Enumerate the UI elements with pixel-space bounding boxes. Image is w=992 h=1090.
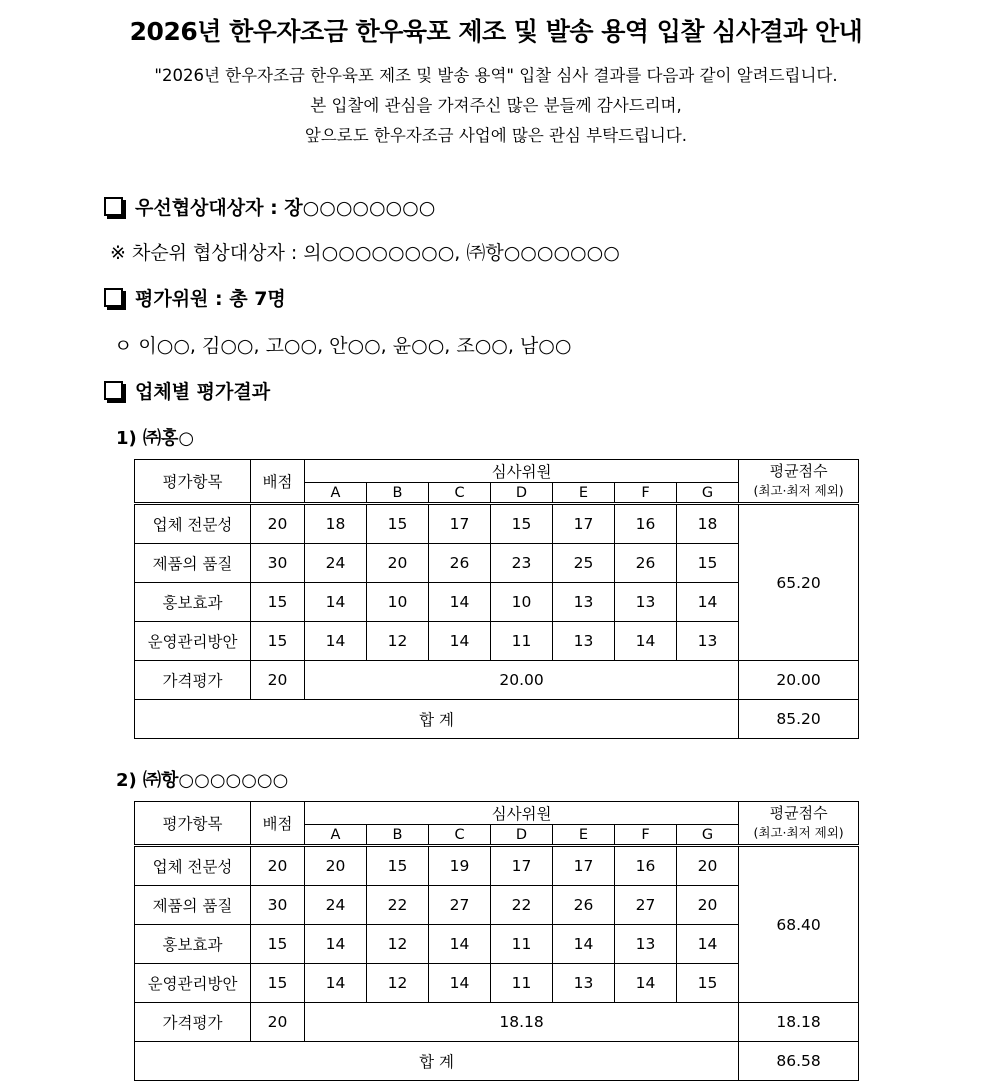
- average-score: 68.40: [739, 846, 859, 1003]
- score-cell: 20: [305, 846, 367, 886]
- row-item: 홍보효과: [135, 925, 251, 964]
- row-points: 15: [251, 964, 305, 1003]
- judge-letter: A: [305, 483, 367, 504]
- checkbox-square-icon: [104, 288, 123, 307]
- score-cell: 16: [615, 846, 677, 886]
- row-item: 운영관리방안: [135, 622, 251, 661]
- price-row: [135, 661, 859, 700]
- score-cell: 25: [553, 544, 615, 583]
- row-points: 15: [251, 583, 305, 622]
- committee-heading: 평가위원 : 총 7명: [135, 288, 286, 310]
- header-item: 평가항목: [135, 460, 251, 504]
- score-cell: 11: [491, 925, 553, 964]
- header-item: 평가항목: [135, 802, 251, 846]
- judge-letter: E: [553, 483, 615, 504]
- intro-line-1: "2026년 한우자조금 한우육포 제조 및 발송 용역" 입찰 심사 결과를 다음과 같이 알려드립니다.: [154, 66, 838, 85]
- price-score: 18.18: [305, 1003, 739, 1042]
- score-cell: 14: [429, 964, 491, 1003]
- score-cell: 14: [305, 583, 367, 622]
- score-cell: 18: [305, 504, 367, 544]
- score-cell: 23: [491, 544, 553, 583]
- judge-letter: C: [429, 483, 491, 504]
- intro-line-3: 앞으로도 한우자조금 사업에 많은 관심 부탁드립니다.: [304, 126, 688, 145]
- score-cell: 17: [491, 846, 553, 886]
- header-average: [739, 460, 859, 504]
- score-cell: 20: [367, 544, 429, 583]
- score-cell: 11: [491, 964, 553, 1003]
- score-cell: 20: [677, 886, 739, 925]
- score-cell: 13: [553, 964, 615, 1003]
- score-cell: 13: [615, 925, 677, 964]
- score-cell: 22: [491, 886, 553, 925]
- total-score: 85.20: [739, 700, 859, 739]
- score-cell: 14: [553, 925, 615, 964]
- next-priority-line: ※ 차순위 협상대상자 : 의○○○○○○○○, ㈜항○○○○○○○: [110, 242, 620, 264]
- checkbox-square-icon: [104, 197, 123, 216]
- score-cell: 26: [615, 544, 677, 583]
- total-row: [135, 1042, 859, 1081]
- judge-letter: F: [615, 483, 677, 504]
- score-cell: 10: [491, 583, 553, 622]
- row-points: 20: [251, 846, 305, 886]
- company-1-label: 1) ㈜홍○: [116, 428, 195, 449]
- judge-letter: G: [677, 483, 739, 504]
- score-cell: 24: [305, 886, 367, 925]
- header-average-line2: (최고·최저 제외): [753, 825, 844, 840]
- committee-members: ㅇ 이○○, 김○○, 고○○, 안○○, 윤○○, 조○○, 남○○: [114, 335, 572, 357]
- row-points: 30: [251, 544, 305, 583]
- row-points: 15: [251, 622, 305, 661]
- score-cell: 10: [367, 583, 429, 622]
- score-cell: 15: [367, 846, 429, 886]
- score-cell: 12: [367, 622, 429, 661]
- average-score: 65.20: [739, 504, 859, 661]
- row-points: 20: [251, 504, 305, 544]
- score-cell: 18: [677, 504, 739, 544]
- score-cell: 13: [615, 583, 677, 622]
- price-row: [135, 1003, 859, 1042]
- price-average: 20.00: [739, 661, 859, 700]
- score-cell: 14: [615, 964, 677, 1003]
- score-cell: 14: [305, 622, 367, 661]
- price-label: 가격평가: [135, 1003, 251, 1042]
- table-row: [135, 846, 859, 886]
- header-points: 배점: [251, 460, 305, 504]
- intro-line-2: 본 입찰에 관심을 가져주신 많은 분들께 감사드리며,: [310, 96, 682, 115]
- price-average: 18.18: [739, 1003, 859, 1042]
- price-points: 20: [251, 1003, 305, 1042]
- table-row: [135, 504, 859, 544]
- section-committee: [104, 284, 286, 311]
- score-cell: 11: [491, 622, 553, 661]
- total-row: [135, 700, 859, 739]
- row-item: 업체 전문성: [135, 504, 251, 544]
- row-item: 업체 전문성: [135, 846, 251, 886]
- page-title: 2026년 한우자조금 한우육포 제조 및 발송 용역 입찰 심사결과 안내: [129, 17, 863, 46]
- row-item: 운영관리방안: [135, 964, 251, 1003]
- score-cell: 13: [677, 622, 739, 661]
- score-cell: 14: [615, 622, 677, 661]
- score-cell: 15: [677, 964, 739, 1003]
- price-score: 20.00: [305, 661, 739, 700]
- judge-letter: D: [491, 483, 553, 504]
- judge-letter: E: [553, 825, 615, 846]
- score-cell: 26: [429, 544, 491, 583]
- score-cell: 14: [429, 622, 491, 661]
- priority-heading: 우선협상대상자 : 장○○○○○○○○: [135, 197, 436, 219]
- score-cell: 14: [429, 583, 491, 622]
- section-results: [104, 377, 270, 404]
- price-label: 가격평가: [135, 661, 251, 700]
- score-cell: 12: [367, 925, 429, 964]
- judge-letter: C: [429, 825, 491, 846]
- judge-letter: B: [367, 483, 429, 504]
- total-label: 합 계: [135, 1042, 739, 1081]
- total-score: 86.58: [739, 1042, 859, 1081]
- score-cell: 17: [429, 504, 491, 544]
- header-average-line1: 평균점수: [769, 462, 828, 480]
- header-points: 배점: [251, 802, 305, 846]
- judge-letter: F: [615, 825, 677, 846]
- checkbox-square-icon: [104, 381, 123, 400]
- company-2-label: 2) ㈜항○○○○○○○: [116, 770, 289, 791]
- header-judges: 심사위원: [305, 460, 739, 483]
- score-cell: 19: [429, 846, 491, 886]
- header-average-line2: (최고·최저 제외): [753, 483, 844, 498]
- judge-letter: B: [367, 825, 429, 846]
- score-cell: 14: [429, 925, 491, 964]
- row-points: 30: [251, 886, 305, 925]
- company-1-table: [134, 459, 859, 739]
- score-cell: 14: [677, 583, 739, 622]
- score-cell: 14: [677, 925, 739, 964]
- score-cell: 13: [553, 583, 615, 622]
- score-cell: 22: [367, 886, 429, 925]
- row-points: 15: [251, 925, 305, 964]
- score-cell: 14: [305, 964, 367, 1003]
- section-priority: [104, 193, 435, 220]
- score-cell: 15: [677, 544, 739, 583]
- score-cell: 27: [429, 886, 491, 925]
- company-2-table: [134, 801, 859, 1081]
- price-points: 20: [251, 661, 305, 700]
- score-cell: 26: [553, 886, 615, 925]
- score-cell: 17: [553, 846, 615, 886]
- score-cell: 12: [367, 964, 429, 1003]
- results-heading: 업체별 평가결과: [135, 381, 271, 403]
- header-average: [739, 802, 859, 846]
- judge-letter: A: [305, 825, 367, 846]
- row-item: 홍보효과: [135, 583, 251, 622]
- score-cell: 27: [615, 886, 677, 925]
- score-cell: 15: [367, 504, 429, 544]
- score-cell: 20: [677, 846, 739, 886]
- total-label: 합 계: [135, 700, 739, 739]
- row-item: 제품의 품질: [135, 886, 251, 925]
- score-cell: 24: [305, 544, 367, 583]
- header-judges: 심사위원: [305, 802, 739, 825]
- judge-letter: D: [491, 825, 553, 846]
- score-cell: 17: [553, 504, 615, 544]
- row-item: 제품의 품질: [135, 544, 251, 583]
- score-cell: 15: [491, 504, 553, 544]
- judge-letter: G: [677, 825, 739, 846]
- score-cell: 13: [553, 622, 615, 661]
- header-average-line1: 평균점수: [769, 804, 828, 822]
- score-cell: 14: [305, 925, 367, 964]
- score-cell: 16: [615, 504, 677, 544]
